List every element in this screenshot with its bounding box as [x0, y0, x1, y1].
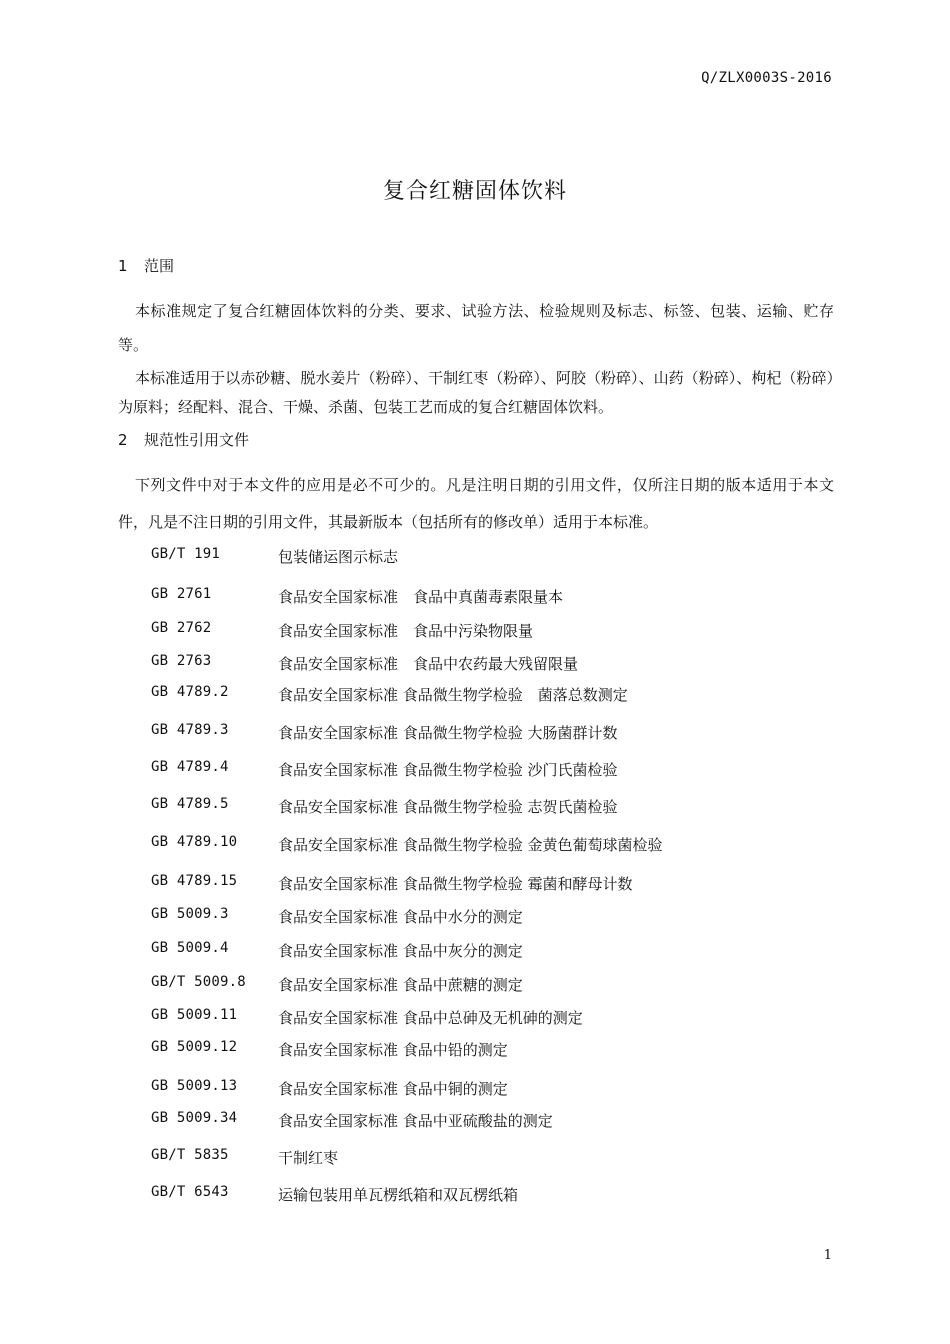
- reference-row: [0, 906, 800, 928]
- reference-code: GB 5009.4: [151, 940, 229, 956]
- reference-title: 运输包装用单瓦楞纸箱和双瓦楞纸箱: [278, 1186, 519, 1204]
- reference-title: 食品安全国家标准 食品微生物学检验 金黄色葡萄球菌检验: [278, 836, 663, 854]
- reference-row: [0, 940, 800, 962]
- document-code: Q/ZLX0003S-2016: [701, 70, 832, 86]
- reference-title: 食品安全国家标准 食品微生物学检验 霉菌和酵母计数: [278, 875, 633, 893]
- reference-row: [0, 974, 800, 996]
- reference-title: 食品安全国家标准 食品中总砷及无机砷的测定: [278, 1009, 583, 1027]
- reference-row: [0, 1039, 800, 1061]
- reference-code: GB 5009.34: [151, 1110, 238, 1126]
- reference-row: [0, 1147, 800, 1169]
- reference-row: [0, 722, 800, 744]
- reference-row: [0, 586, 800, 608]
- reference-title: 食品安全国家标准 食品中污染物限量: [278, 622, 534, 640]
- section-heading-normative-references: [118, 429, 249, 450]
- paragraph-scope-2: 本标准适用于以赤砂糖、脱水姜片（粉碎）、干制红枣（粉碎）、阿胶（粉碎）、山药（粉碎）、枸杞（粉碎）为原料；经配料、混合、干燥、杀菌、包装工艺而成的复合红糖固体饮料。: [118, 369, 834, 416]
- reference-code: GB/T 6543: [151, 1184, 229, 1200]
- document-title: 复合红糖固体饮料: [382, 179, 567, 204]
- section-number: 2: [118, 431, 128, 449]
- reference-title: 食品安全国家标准 食品中铅的测定: [278, 1041, 508, 1059]
- reference-code: GB 5009.13: [151, 1078, 238, 1094]
- section-number: 1: [118, 257, 128, 275]
- reference-title: 食品安全国家标准 食品中真菌毒素限量本: [278, 588, 564, 606]
- reference-title: 食品安全国家标准 食品中铜的测定: [278, 1080, 508, 1098]
- reference-title: 食品安全国家标准 食品微生物学检验 沙门氏菌检验: [278, 761, 618, 779]
- reference-code: GB 4789.4: [151, 759, 229, 775]
- reference-code: GB 4789.2: [151, 684, 229, 700]
- reference-code: GB 4789.5: [151, 796, 229, 812]
- reference-row: [0, 653, 800, 675]
- reference-title: 食品安全国家标准 食品微生物学检验 菌落总数测定: [278, 686, 628, 704]
- reference-title: 干制红枣: [278, 1149, 339, 1167]
- reference-row: [0, 873, 800, 895]
- reference-row: [0, 1078, 800, 1100]
- reference-title: 包装储运图示标志: [278, 548, 399, 566]
- reference-code: GB/T 191: [151, 546, 221, 562]
- reference-title: 食品安全国家标准 食品中蔗糖的测定: [278, 976, 523, 994]
- reference-code: GB 4789.3: [151, 722, 229, 738]
- paragraph-scope-1: 本标准规定了复合红糖固体饮料的分类、要求、试验方法、检验规则及标志、标签、包装、运输、贮存等。: [118, 302, 834, 354]
- reference-code: GB 2762: [151, 620, 212, 636]
- reference-row: [0, 684, 800, 706]
- reference-code: GB 5009.11: [151, 1007, 238, 1023]
- reference-row: [0, 1110, 800, 1132]
- reference-row: [0, 1184, 800, 1206]
- reference-row: [0, 620, 800, 642]
- page-number: 1: [823, 1248, 832, 1263]
- reference-title: 食品安全国家标准 食品中亚硫酸盐的测定: [278, 1112, 553, 1130]
- reference-row: [0, 1007, 800, 1029]
- reference-title: 食品安全国家标准 食品中灰分的测定: [278, 942, 523, 960]
- reference-code: GB/T 5009.8: [151, 974, 246, 990]
- section-heading-scope: [118, 255, 174, 276]
- reference-title: 食品安全国家标准 食品中水分的测定: [278, 908, 523, 926]
- reference-row: [0, 834, 800, 856]
- reference-code: GB 4789.15: [151, 873, 238, 889]
- reference-code: GB 4789.10: [151, 834, 238, 850]
- reference-title: 食品安全国家标准 食品微生物学检验 志贺氏菌检验: [278, 798, 618, 816]
- section-title: 规范性引用文件: [144, 431, 250, 449]
- paragraph-references-intro: 下列文件中对于本文件的应用是必不可少的。凡是注明日期的引用文件，仅所注日期的版本适用于本文件，凡是不注日期的引用文件，其最新版本（包括所有的修改单）适用于本标准。: [118, 476, 834, 531]
- reference-code: GB 2761: [151, 586, 212, 602]
- reference-code: GB 5009.12: [151, 1039, 238, 1055]
- reference-row: [0, 759, 800, 781]
- reference-row: [0, 546, 800, 568]
- reference-code: GB 2763: [151, 653, 212, 669]
- reference-code: GB/T 5835: [151, 1147, 229, 1163]
- reference-title: 食品安全国家标准 食品中农药最大残留限量: [278, 655, 579, 673]
- section-title: 范围: [144, 257, 175, 275]
- reference-row: [0, 796, 800, 818]
- reference-title: 食品安全国家标准 食品微生物学检验 大肠菌群计数: [278, 724, 618, 742]
- reference-code: GB 5009.3: [151, 906, 229, 922]
